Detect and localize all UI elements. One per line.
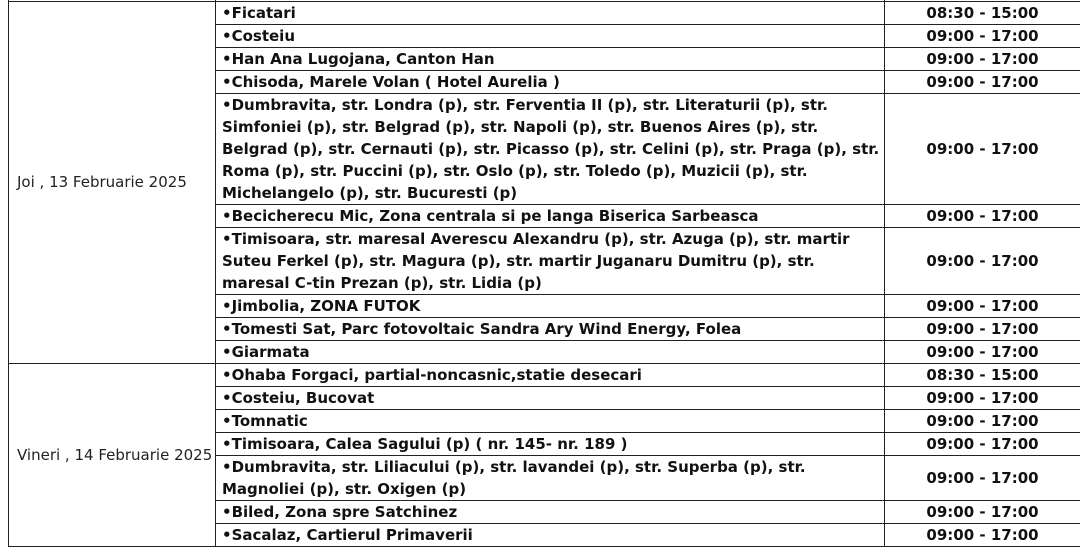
location-cell: •Han Ana Lugojana, Canton Han bbox=[216, 48, 885, 71]
hours-cell: 09:00 - 17:00 bbox=[885, 48, 1080, 71]
location-cell: •Tomesti Sat, Parc fotovoltaic Sandra Ary Wind Energy, Folea bbox=[216, 318, 885, 341]
location-cell: •Dumbravita, str. Liliacului (p), str. lavandei (p), str. Superba (p), str. Magnoliei (p), str. Oxigen (p) bbox=[216, 456, 885, 501]
hours-cell: 09:00 - 17:00 bbox=[885, 318, 1080, 341]
hours-cell: 09:00 - 17:00 bbox=[885, 387, 1080, 410]
location-cell: •Chisoda, Marele Volan ( Hotel Aurelia ) bbox=[216, 71, 885, 94]
location-cell: •Timisoara, Calea Sagului (p) ( nr. 145- nr. 189 ) bbox=[216, 433, 885, 456]
hours-cell: 09:00 - 17:00 bbox=[885, 71, 1080, 94]
hours-cell: 09:00 - 17:00 bbox=[885, 25, 1080, 48]
hours-cell: 09:00 - 17:00 bbox=[885, 524, 1080, 547]
location-cell: •Costeiu, Bucovat bbox=[216, 387, 885, 410]
location-cell: •Sacalaz, Cartierul Primaverii bbox=[216, 524, 885, 547]
hours-cell: 09:00 - 17:00 bbox=[885, 433, 1080, 456]
hours-cell: 08:30 - 15:00 bbox=[885, 364, 1080, 387]
outage-schedule-table bbox=[8, 0, 1080, 547]
location-cell: •Jimbolia, ZONA FUTOK bbox=[216, 295, 885, 318]
location-cell: •Costeiu bbox=[216, 25, 885, 48]
location-cell: •Dumbravita, str. Londra (p), str. Ferventia II (p), str. Literaturii (p), str. Simfoniei (p), str. Belgrad (p), str. Napoli (p), str. Buenos Aires (p), str. Belgrad (p), str. Cernauti (p), str. Picasso (p), str. Celini (p), str. Praga (p), str. Roma (p), str. Puccini (p), str. Oslo (p), str. Toledo (p), Muzicii (p), str. Michelangelo (p), str. Bucuresti (p) bbox=[216, 94, 885, 205]
hours-cell: 09:00 - 17:00 bbox=[885, 501, 1080, 524]
hours-cell: 09:00 - 17:00 bbox=[885, 341, 1080, 364]
hours-cell: 09:00 - 17:00 bbox=[885, 205, 1080, 228]
hours-cell: 09:00 - 17:00 bbox=[885, 228, 1080, 295]
table-row bbox=[9, 364, 1080, 387]
location-cell: •Tomnatic bbox=[216, 410, 885, 433]
day-label: Joi , 13 Februarie 2025 bbox=[9, 2, 216, 364]
location-cell: •Timisoara, str. maresal Averescu Alexandru (p), str. Azuga (p), str. martir Suteu Ferkel (p), str. Magura (p), str. martir Juganaru Dumitru (p), str. maresal C-tin Prezan (p), str. Lidia (p) bbox=[216, 228, 885, 295]
hours-cell: 09:00 - 17:00 bbox=[885, 295, 1080, 318]
location-cell: •Becicherecu Mic, Zona centrala si pe langa Biserica Sarbeasca bbox=[216, 205, 885, 228]
schedule-body bbox=[9, 0, 1080, 547]
day-label: Vineri , 14 Februarie 2025 bbox=[9, 364, 216, 547]
location-cell: •Giarmata bbox=[216, 341, 885, 364]
hours-cell: 09:00 - 17:00 bbox=[885, 94, 1080, 205]
location-cell: •Ohaba Forgaci, partial-noncasnic,statie desecari bbox=[216, 364, 885, 387]
hours-cell: 09:00 - 17:00 bbox=[885, 456, 1080, 501]
table-row bbox=[9, 2, 1080, 25]
hours-cell: 08:30 - 15:00 bbox=[885, 2, 1080, 25]
location-cell: •Ficatari bbox=[216, 2, 885, 25]
location-cell: •Biled, Zona spre Satchinez bbox=[216, 501, 885, 524]
hours-cell: 09:00 - 17:00 bbox=[885, 410, 1080, 433]
